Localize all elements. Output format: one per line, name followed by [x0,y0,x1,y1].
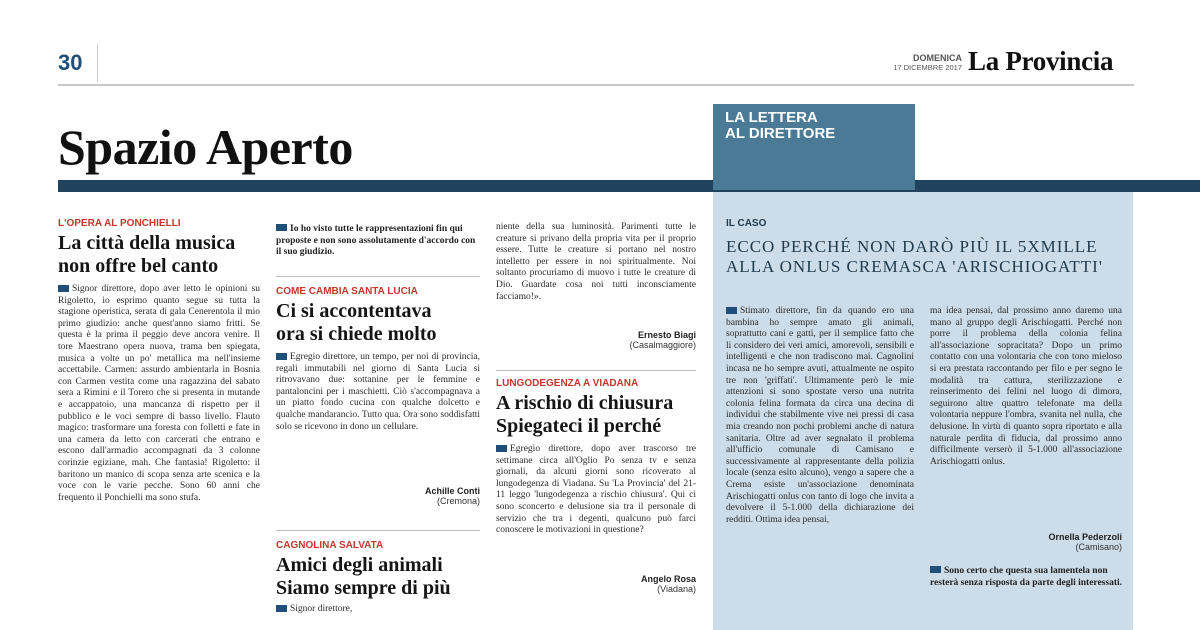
article-headline-2: Spiegateci il perché [496,415,662,437]
article-body: niente della sua luminosità. Parimenti tutte le creature si privano della propria vita per il proprio essere. Tutte le creature si portano nel nostro intelletto per essere in noi spiritualmente. Noi soltanto procuriamo di muovo i tutte le creature di Dio. Guardate cosa noi tutti inconsciamente facciamo!». [496,222,696,302]
page-number: 30 [58,50,83,75]
article-santa-lucia [276,286,480,506]
article-body [58,284,260,619]
article-body [276,352,480,480]
signature-place: (Cremona) [436,496,480,506]
main-headline-1: ECCO PERCHÉ NON DARÒ PIÙ IL 5XMILLE [726,237,1098,256]
article-body-text: Signor direttore, dopo aver letto le opinioni su Rigoletto, io esprimo quanto segue su tutta la stagione operistica, serata di gala Cenerentola il mio primo giudizio: anche quest'anno siamo fritti. Se questa è la prima il peggio deve ancora venire. Il tore Maestrano opera nuova, trama ben spiegata, musica a volte un po' metallica ma nell'insieme accettabile. Carmen: assurdo ambientarla in Bosnia con Carmen vestita come una ragazzina del sabato sera a Rimini e il Torero che si presenta in mutande e accappatoio, una mancanza di rispetto per il pubblico e le voci sempre di basso livello. Flauto magico: trasformare una foresta con folletti e fate in una camera da letto con carcerati che entrano e escono dall'armadio accompagnati da 3 colonne corinzie egiziane, mah. Che fantasia! Rigoletto: il baritono un manico di scopa senza arte scenica e la voce con le varie pecche. Sono 60 anni che frequento il Ponchielli ma sono stufa. [58,284,260,503]
main-letter-column-right [930,306,1122,589]
divider [276,276,480,277]
main-body-left: Stimato direttore, fin da quando ero una bambina ho sempre amato gli animali, soprattutto cani e gatti, per il semplice fatto che li considero dei veri amici, amorevoli, sensibili e intelligenti e che non tradiscono mai. Cagnolini incasa ne ho sempre avuti, attualmente ne ospito tre non 'griffati'. Ultimamente però le mie attenzioni si sono spostate verso una nutrita colonia felina formata da circa una decina di individui che stabilmente vive nei pressi di casa mia creando non pochi problemi anche di natura sanitaria. Oltre ad aver segnalato il problema all'ufficio comunale di Camisano e successivamente al rappresentante della polizia locale (senza esito alcuno), vengo a sapere che a Crema esiste un'associazione denominata Arischiogatti onlus con tanto di logo che invita a devolvere il 5-1.000 della dichiarazione dei redditi. Ottima idea pensai, [726,306,914,525]
article-headline-2: ora si chiede molto [276,323,437,345]
divider [496,370,696,371]
article-headline-1: Ci si accontentava [276,300,432,322]
article-body [496,444,696,572]
header-rule [58,84,1134,86]
article-opera [58,218,260,619]
intro-body: Io ho visto tutte le rappresentazioni fin qui proposte e non sono assolutamente d'accordo con il suo giudizio. [276,224,476,258]
signature: Ernesto Biagi [637,330,696,340]
kicker-line-1: LA LETTERA [725,109,818,126]
article-headline-2: non offre bel canto [58,255,219,277]
signature: Angelo Rosa [640,574,696,584]
masthead-logo: La Provincia [968,46,1114,76]
director-reply [930,566,1122,589]
main-headline-2: ALLA ONLUS CREMASCA 'ARISCHIOGATTI' [726,257,1103,276]
article-kicker: L'OPERA AL PONCHIELLI [58,218,181,229]
article-body-text: Egregio direttore, un tempo, per noi di provincia, regali immutabili nel giorno di Santa Lucia si ritrovavano due: sottanine per le femmine e pantaloncini per i maschietti. Ciò s'accompagnava a un piatto fondo cucina con qualche dolcetto e qualche mandarancio. Tutto qua. Ora sono soddisfatti solo se ricevono in dono un cellulare. [276,352,480,432]
divider [276,530,480,531]
lead-marker [726,307,737,314]
article-kicker: CAGNOLINA SALVATA [276,540,384,551]
article-continuation [496,222,696,350]
article-kicker: COME CAMBIA SANTA LUCIA [276,286,418,297]
article-body-text: Egregio direttore, dopo aver trascorso tre settimane circa all'Oglio Po senza tv e senza giornali, da alcuni giorni sono ricoverato al lungodegenza di Viadana. Su 'La Provincia' del 21-11 leggo 'lungodegenza a rischio chiusura'. Qui ci sono sconcerto e delusione sia tra il personale di servizio che tra i degenti, qualcuno può farci conoscere le motivazioni in questione? [496,444,696,536]
signature-place: (Casalmaggiore) [629,340,696,350]
letter-kicker-box [713,104,915,190]
lead-marker [496,445,507,452]
date-full: 17 DICEMBRE 2017 [893,63,962,72]
article-headline-1: La città della musica [58,232,236,254]
main-letter [726,218,1122,277]
article-headline-1: Amici degli animali [276,554,443,576]
main-letter-column-left [726,306,914,624]
lead-marker [930,566,941,573]
lead-marker [276,353,287,360]
article-headline-1: A rischio di chiusura [496,392,674,414]
main-kicker: IL CASO [726,218,767,229]
article-intro [276,224,480,259]
section-title: Spazio Aperto [58,119,353,175]
lead-marker [276,224,287,231]
article-body-text: Signor direttore, [290,604,353,614]
article-cagnolina [276,540,480,616]
lead-marker [276,605,287,612]
kicker-line-2: AL DIRETTORE [725,125,836,142]
main-body-right: ma idea pensai, dal prossimo anno daremo una mano al gruppo degli Arischiogatti. Perché non porre il problema della colonia felina all'associazione sopracitata? Dopo un primo contatto con una volontaria che con tono mieloso si era prestata raccontando per filo e per segno le modalità tra cattura, sterilizzazione e reinserimento dei felini nel luogo di dimora, seguirono altre quattro telefonate ma della volontaria neppure l'ombra, svanita nel nulla, che delusione. In virtù di quanto sopra riportato e alla naturale perdita di fiducia, dal prossimo anno difficilmente verserò il 5-1.000 all'associazione Arischiogatti onlus. [930,306,1122,467]
article-headline-2: Siamo sempre di più [276,577,451,599]
lead-marker [58,285,69,292]
section-bar [58,180,1200,192]
date-day: DOMENICA [913,53,962,63]
signature-place: (Camisano) [1075,542,1122,552]
article-kicker: LUNGODEGENZA A VIADANA [496,378,639,389]
page-number-divider [97,44,98,82]
article-body [276,604,480,616]
reply-text: Sono certo che questa sua lamentela non resterà senza risposta da parte degli interessati. [930,566,1122,588]
dateline [876,54,962,72]
signature: Ornella Pederzoli [1048,532,1122,542]
article-viadana [496,378,696,594]
signature-place: (Viadana) [657,584,696,594]
signature: Achille Conti [424,486,480,496]
intro-text [276,224,480,259]
